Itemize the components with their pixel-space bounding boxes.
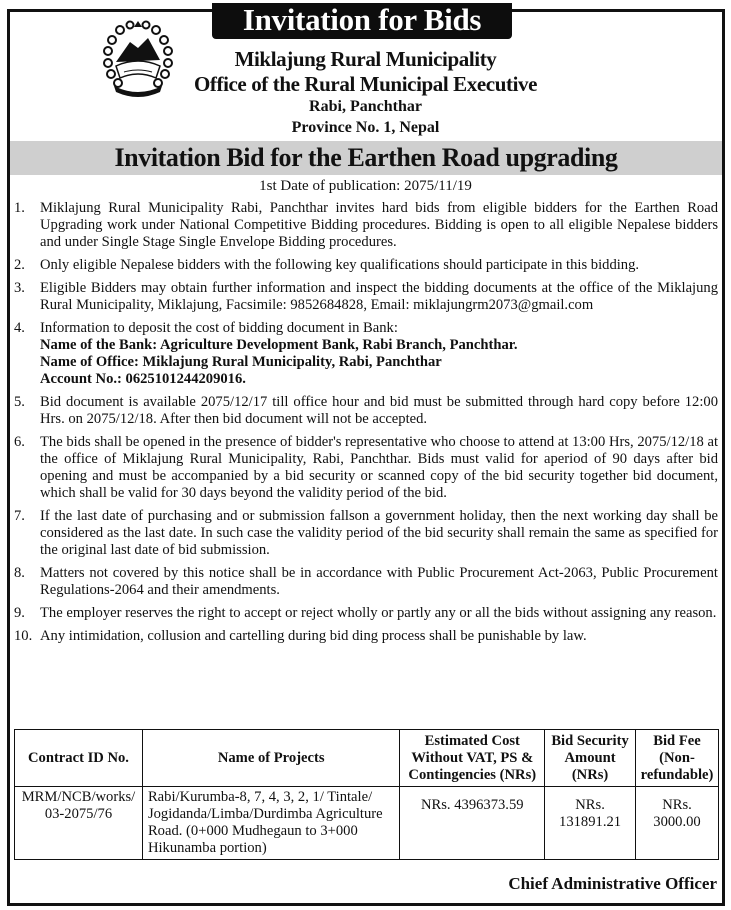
clause-number: 1. bbox=[14, 200, 25, 216]
header-bid-security: Bid Security Amount (NRs) bbox=[545, 730, 636, 787]
office-name-bank: Name of Office: Miklajung Rural Municipality, Rabi, Panchthar bbox=[40, 354, 442, 370]
clause-number: 10. bbox=[14, 628, 33, 644]
clause-number: 2. bbox=[14, 257, 25, 273]
notice-clauses bbox=[14, 200, 718, 651]
clause-text: Miklajung Rural Municipality Rabi, Panchthar invites hard bids from eligible bidders for the Earthen Road Upgrading work under National Competitive Bidding procedures. Bidding is open to all eligible Nepalese bidders and under Single Stage Single Envelope Bidding procedures. bbox=[40, 200, 718, 250]
clause-number: 3. bbox=[14, 280, 25, 296]
header-project-name: Name of Projects bbox=[142, 730, 399, 787]
office-location: Rabi, Panchthar bbox=[309, 98, 422, 115]
clause bbox=[14, 200, 718, 251]
clause-text: The bids shall be opened in the presence of bidder's representative who choose to attend at 13:00 Hrs, 2075/12/18 at the office of Miklajung Rural Municipality, Rabi, Panchthar. Bids must valid for aperiod of 90 days after bid opening and must be accompanied by a bid security or scanned copy of the bid security together bid document, which shall be valid for 30 days beyond the validity period of the bid. bbox=[40, 434, 718, 501]
organization-name: Miklajung Rural Municipality bbox=[234, 47, 497, 71]
clause-text: If the last date of purchasing and or submission fallson a government holiday, then the next working day shall be considered as the last date. In such case the validity period of the bid security shall remain the same as specified for the original last date of bid submission. bbox=[40, 508, 718, 558]
contract-id: MRM/NCB/works/ 03-2075/76 bbox=[15, 787, 143, 860]
table-row bbox=[15, 787, 719, 860]
bank-name: Name of the Bank: Agriculture Development Bank, Rabi Branch, Panchthar. bbox=[40, 337, 518, 353]
clause bbox=[14, 565, 718, 599]
notice-subject: Invitation Bid for the Earthen Road upgrading bbox=[10, 141, 722, 175]
signatory: Chief Administrative Officer bbox=[508, 874, 717, 893]
clause-text: Eligible Bidders may obtain further information and inspect the bidding documents at the office of the Miklajung Rural Municipality, Miklajung, Facsimile: 9852684828, Email: miklajungrm2073@gmail.com bbox=[40, 280, 718, 313]
bid-security: NRs. 131891.21 bbox=[545, 787, 636, 860]
header-estimated-cost: Estimated Cost Without VAT, PS & Contingencies (NRs) bbox=[400, 730, 545, 787]
header-contract-id: Contract ID No. bbox=[15, 730, 143, 787]
province: Province No. 1, Nepal bbox=[291, 119, 440, 136]
clause-number: 9. bbox=[14, 605, 25, 621]
clause-text: Any intimidation, collusion and cartelling during bid ding process shall be punishable by law. bbox=[40, 628, 587, 644]
office-name: Office of the Rural Municipal Executive bbox=[193, 72, 538, 96]
clause bbox=[14, 508, 718, 559]
clause-number: 4. bbox=[14, 320, 25, 336]
clause-number: 7. bbox=[14, 508, 25, 524]
clause bbox=[14, 394, 718, 428]
clause-number: 6. bbox=[14, 434, 25, 450]
publication-date: 1st Date of publication: 2075/11/19 bbox=[259, 178, 472, 194]
table-header-row bbox=[15, 730, 719, 787]
clause bbox=[14, 257, 718, 274]
project-name: Rabi/Kurumba-8, 7, 4, 3, 2, 1/ Tintale/ Jogidanda/Limba/Durdimba Agriculture Road. (0+000 Mudhegaun to 3+000 Hikunamba portion) bbox=[142, 787, 399, 860]
clause bbox=[14, 605, 718, 622]
notice-title: Invitation for Bids bbox=[212, 3, 512, 39]
clause-number: 5. bbox=[14, 394, 25, 410]
bid-table bbox=[14, 729, 719, 860]
clause-text: Bid document is available 2075/12/17 till office hour and bid must be submitted through hard copy before 12:00 Hrs. on 2075/12/18. After then bid document will not be accepted. bbox=[40, 394, 718, 427]
clause bbox=[14, 280, 718, 314]
estimated-cost: NRs. 4396373.59 bbox=[400, 787, 545, 860]
clause bbox=[14, 628, 718, 645]
clause bbox=[14, 434, 718, 502]
clause-text: The employer reserves the right to accept or reject wholly or partly any or all the bids without assigning any reason. bbox=[40, 605, 717, 621]
account-number: Account No.: 0625101244209016. bbox=[40, 371, 246, 387]
clause bbox=[14, 320, 718, 388]
clause-text: Only eligible Nepalese bidders with the following key qualifications should participate in this bidding. bbox=[40, 257, 640, 273]
bid-fee: NRs. 3000.00 bbox=[635, 787, 718, 860]
clause-number: 8. bbox=[14, 565, 25, 581]
clause-text: Information to deposit the cost of bidding document in Bank: bbox=[40, 320, 398, 336]
clause-text: Matters not covered by this notice shall be in accordance with Public Procurement Act-2063, Public Procurement Regulations-2064 and their amendments. bbox=[40, 565, 718, 598]
header-bid-fee: Bid Fee (Non-refundable) bbox=[635, 730, 718, 787]
